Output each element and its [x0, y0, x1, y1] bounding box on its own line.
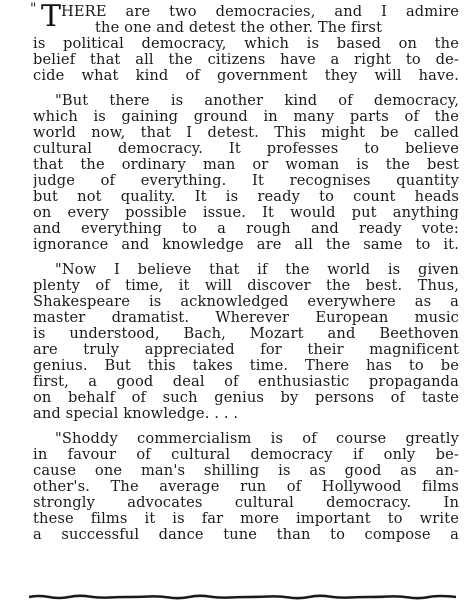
- text-line: belief that all the citizens have a right to de-: [33, 52, 459, 68]
- text-line: ignorance and knowledge are all the same to it.: [33, 237, 459, 253]
- text-line: is understood, Bach, Mozart and Beethoven: [33, 326, 459, 342]
- text-line: are truly appreciated for their magnificent: [33, 342, 459, 358]
- text-line: on behalf of such genius by persons of taste: [33, 390, 459, 406]
- text-line: Shakespeare is acknowledged everywhere as a: [33, 294, 459, 310]
- text-line: which is gaining ground in many parts of the: [33, 109, 459, 125]
- text-line: "But there is another kind of democracy,: [55, 93, 459, 109]
- paragraph-1: [30, 0, 459, 84]
- text-line: genius. But this takes time. There has to be: [33, 358, 459, 374]
- paragraph-gap: [33, 84, 459, 93]
- text-line: that the ordinary man or woman is the best: [33, 157, 459, 173]
- paragraph-4: [33, 431, 459, 543]
- text-line: cause one man's shilling is as good as an-: [33, 463, 459, 479]
- text-line: first, a good deal of enthusiastic propaganda: [33, 374, 459, 390]
- text-line: master dramatist. Wherever European music: [33, 310, 459, 326]
- text-line: cultural democracy. It professes to believe: [33, 141, 459, 157]
- text-line: but not quality. It is ready to count heads: [33, 189, 459, 205]
- text-line: other's. The average run of Hollywood films: [33, 479, 459, 495]
- text-line: cide what kind of government they will have.: [33, 68, 459, 84]
- paragraph-gap: [33, 253, 459, 262]
- text-line: plenty of time, it will discover the best. Thus,: [33, 278, 459, 294]
- text-line: and everything to a rough and ready vote:: [33, 221, 459, 237]
- text-line: judge of everything. It recognises quantity: [33, 173, 459, 189]
- text-line: is political democracy, which is based on the: [33, 36, 459, 52]
- drop-cap-letter: T: [41, 0, 62, 34]
- paragraph-gap: [33, 422, 459, 431]
- text-line: HERE are two democracies, and I admire: [61, 4, 459, 20]
- opening-quote-mark: ": [30, 1, 37, 17]
- text-line: in favour of cultural democracy if only be-: [33, 447, 459, 463]
- text-line: and special knowledge. . . .: [33, 406, 239, 422]
- text-line: strongly advocates cultural democracy. In: [33, 495, 459, 511]
- article-column: [30, 0, 459, 543]
- paragraph-2: [33, 93, 459, 253]
- text-line: "Now I believe that if the world is given: [55, 262, 459, 278]
- paragraph-3: [33, 262, 459, 422]
- text-line: these films it is far more important to write: [33, 511, 459, 527]
- text-line: world now, that I detest. This might be called: [33, 125, 459, 141]
- torn-edge-rule: [29, 594, 456, 600]
- text-line: "Shoddy commercialism is of course greatly: [55, 431, 459, 447]
- text-line: the one and detest the other. The first: [95, 20, 383, 36]
- text-line: a successful dance tune than to compose a: [33, 527, 459, 543]
- text-line: on every possible issue. It would put anything: [33, 205, 459, 221]
